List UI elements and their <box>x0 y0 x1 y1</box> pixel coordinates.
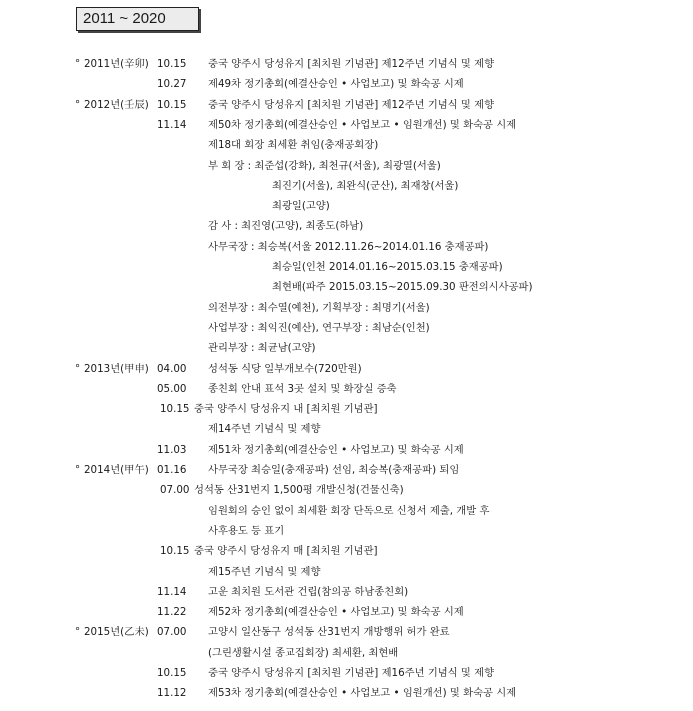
entry-year: 2013년(甲申) <box>84 362 149 375</box>
entry-text: 제51차 정기총회(예결산승인 • 사업보고) 및 화숙공 시제 <box>208 443 464 456</box>
entry-continuation: 최광일(고양) <box>272 200 330 213</box>
entry-year: 2012년(壬辰) <box>84 98 149 111</box>
entry-text: 성석동 식당 일부개보수(720만원) <box>208 362 362 375</box>
entry-date: 10.15 <box>160 403 190 416</box>
year-bullet: ° <box>75 58 81 70</box>
entry-date: 10.15 <box>157 98 187 111</box>
entry-continuation: 최진기(서울), 최완식(군산), 최재창(서울) <box>272 179 459 192</box>
year-bullet: ° <box>75 626 81 639</box>
entry-date: 07.00 <box>160 484 190 497</box>
entry-text: 감 사 : 최진영(고양), 최종도(하남) <box>208 220 364 233</box>
entry-text: 고운 최치원 도서관 건립(참의공 하남종친회) <box>208 585 409 598</box>
entry-year: 2011년(辛卯) <box>84 58 149 70</box>
entry-year: 2015년(乙未) <box>84 626 149 639</box>
entry-text: 사업부장 : 최익진(예산), 연구부장 : 최남순(인천) <box>208 321 430 334</box>
entry-text: 성석동 산31번지 1,500평 개발신청(건물신축) <box>194 484 404 497</box>
entry-text: 제49차 정기총회(예결산승인 • 사업보고) 및 화숙공 시제 <box>208 78 464 91</box>
entry-text: 임원회의 승인 없이 최세환 회장 단독으로 신청서 제출, 개발 후 <box>208 504 490 517</box>
entry-continuation: 최승일(인천 2014.01.16~2015.03.15 충재공파) <box>272 261 503 273</box>
entry-text: 제14주년 기념식 및 제향 <box>208 423 321 436</box>
entry-text: 고양시 일산동구 성석동 산31번지 개방행위 허가 완료 <box>208 626 450 639</box>
entry-text: 중국 양주시 당성유지 매 [최치원 기념관] <box>194 545 378 558</box>
entry-text: 사무국장 : 최승복(서울 2012.11.26~2014.01.16 충재공파) <box>208 240 489 253</box>
entry-date: 10.15 <box>160 545 190 558</box>
entry-text: (그린생활시설 종교집회장) 최세환, 최현배 <box>208 646 399 659</box>
entry-text: 중국 양주시 당성유지 [최치원 기념관] 제16주년 기념식 및 제향 <box>208 667 495 679</box>
entry-date: 10.15 <box>157 58 187 70</box>
entry-text: 중국 양주시 당성유지 [최치원 기념관] 제12주년 기념식 및 제향 <box>208 58 495 70</box>
section-title: 2011 ~ 2020 <box>76 7 199 31</box>
entry-date: 11.03 <box>157 443 187 456</box>
entry-date: 01.16 <box>157 464 187 476</box>
entry-text: 중국 양주시 당성유지 [최치원 기념관] 제12주년 기념식 및 제향 <box>208 98 495 111</box>
entry-text: 제15주년 기념식 및 제향 <box>208 565 321 578</box>
entry-text: 사후용도 등 표기 <box>208 524 285 537</box>
entry-date: 07.00 <box>157 626 187 639</box>
entry-text: 제52차 정기총회(예결산승인 • 사업보고) 및 화숙공 시제 <box>208 606 464 619</box>
year-bullet: ° <box>75 362 81 375</box>
entry-text: 중국 양주시 당성유지 내 [최치원 기념관] <box>194 403 378 416</box>
entry-date: 11.22 <box>157 606 187 619</box>
year-bullet: ° <box>75 98 81 111</box>
entry-text: 관리부장 : 최균남(고양) <box>208 342 316 355</box>
entry-year: 2014년(甲午) <box>84 464 149 476</box>
entry-text: 종친회 안내 표석 3곳 설치 및 화장실 증축 <box>208 382 397 395</box>
entry-date: 10.15 <box>157 667 187 679</box>
year-bullet: ° <box>75 464 81 476</box>
entry-text: 제53차 정기총회(예결산승인 • 사업보고 • 임원개선) 및 화숙공 시제 <box>208 687 517 700</box>
entry-text: 부 회 장 : 최준섭(강화), 최천규(서울), 최광열(서울) <box>208 159 441 172</box>
entry-text: 제18대 회장 최세환 취임(충재공회장) <box>208 139 379 152</box>
entry-continuation: 최현배(파주 2015.03.15~2015.09.30 판전의시사공파) <box>272 281 533 294</box>
entry-date: 04.00 <box>157 362 187 375</box>
entry-text: 의전부장 : 최수열(예천), 기획부장 : 최명기(서울) <box>208 301 430 314</box>
entry-date: 11.14 <box>157 118 187 131</box>
entry-text: 사무국장 최승일(충재공파) 선임, 최승복(충재공파) 퇴임 <box>208 464 460 476</box>
entry-date: 10.27 <box>157 78 187 91</box>
entry-date: 11.12 <box>157 687 187 700</box>
entry-date: 11.14 <box>157 585 187 598</box>
entry-text: 제50차 정기총회(예결산승인 • 사업보고 • 임원개선) 및 화숙공 시제 <box>208 118 517 131</box>
entry-date: 05.00 <box>157 382 187 395</box>
